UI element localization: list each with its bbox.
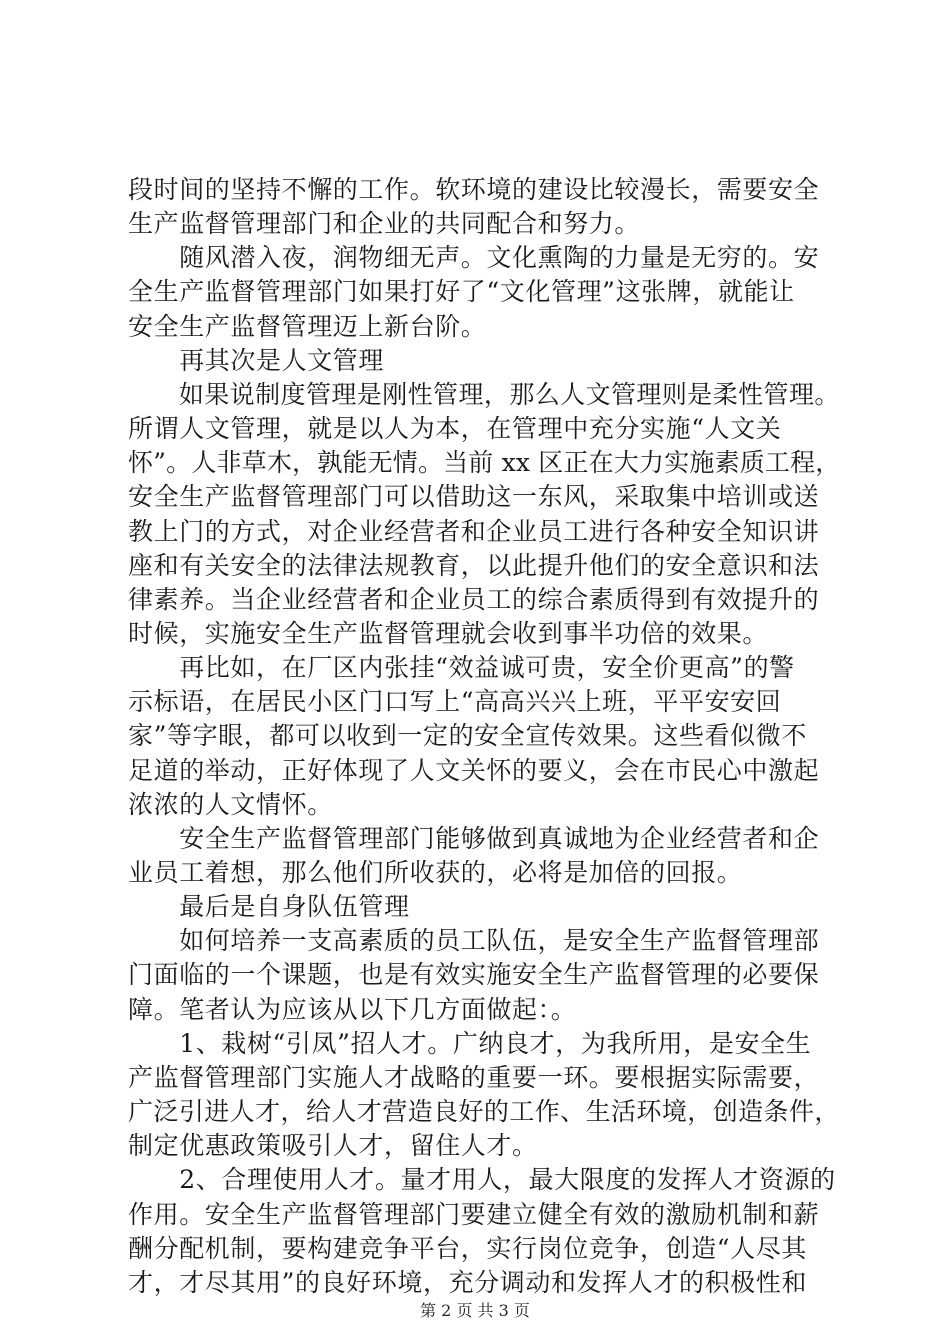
text-line: 最后是自身队伍管理 [128, 892, 410, 922]
text-line: 制定优惠政策吸引人才，留住人才。 [128, 1131, 538, 1161]
text-line: 才，才尽其用”的良好环境，充分调动和发挥人才的积极性和 [128, 1267, 807, 1297]
text-line: 2、合理使用人才。量才用人，最大限度的发挥人才资源的 [128, 1165, 836, 1195]
text-line: 再其次是人文管理 [128, 345, 385, 375]
text-line: 所谓人文管理，就是以人为本，在管理中充分实施“人文关 [128, 414, 782, 444]
text-line: 安全生产监督管理部门能够做到真诚地为企业经营者和企 [128, 823, 820, 853]
text-line: 生产监督管理部门和企业的共同配合和努力。 [128, 209, 641, 239]
text-line: 安全生产监督管理部门可以借助这一东风，采取集中培训或送 [128, 482, 820, 512]
text-line: 足道的举动，正好体现了人文关怀的要义，会在市民心中激起 [128, 755, 820, 785]
text-line: 教上门的方式，对企业经营者和企业员工进行各种安全知识讲 [128, 516, 820, 546]
text-line: 浓浓的人文情怀。 [128, 789, 333, 819]
text-line: 酬分配机制，要构建竞争平台，实行岗位竞争，创造“人尽其 [128, 1233, 807, 1263]
text-line: 1、栽树“引凤”招人才。广纳良才，为我所用，是安全生 [128, 1028, 812, 1058]
text-line: 广泛引进人才，给人才营造良好的工作、生活环境，创造条件， [128, 1097, 840, 1127]
text-line: 门面临的一个课题，也是有效实施安全生产监督管理的必要保 [128, 960, 820, 990]
text-line: 律素养。当企业经营者和企业员工的综合素质得到有效提升的 [128, 584, 820, 614]
text-line: 家”等字眼，都可以收到一定的安全宣传效果。这些看似微不 [128, 721, 807, 751]
text-line: 段时间的坚持不懈的工作。软环境的建设比较漫长，需要安全 [128, 175, 820, 204]
text-line: 再比如，在厂区内张挂“效益诚可贵，安全价更高”的警 [128, 653, 795, 683]
text-line: 如何培养一支高素质的员工队伍，是安全生产监督管理部 [128, 926, 820, 956]
text-line: 业员工着想，那么他们所收获的，必将是加倍的回报。 [128, 858, 743, 887]
text-line: 障。笔者认为应该从以下几方面做起：。 [128, 994, 577, 1024]
text-line: 全生产监督管理部门如果打好了“文化管理”这张牌，就能让 [128, 277, 795, 307]
text-line: 安全生产监督管理迈上新台阶。 [128, 311, 487, 341]
text-line: 时候，实施安全生产监督管理就会收到事半功倍的效果。 [128, 618, 769, 648]
text-line: 产监督管理部门实施人才战略的重要一环。要根据实际需要， [128, 1062, 820, 1092]
text-line: 作用。安全生产监督管理部门要建立健全有效的激励机制和薪 [128, 1199, 820, 1229]
text-line: 怀”。人非草木，孰能无情。当前 xx 区正在大力实施素质工程， [128, 448, 841, 478]
text-line: 如果说制度管理是刚性管理，那么人文管理则是柔性管理。 [128, 379, 840, 409]
text-line: 座和有关安全的法律法规教育，以此提升他们的安全意识和法 [128, 550, 820, 580]
text-line: 随风潜入夜，润物细无声。文化熏陶的力量是无穷的。安 [128, 243, 820, 273]
page-footer: 第 2 页 共 3 页 [420, 1301, 530, 1320]
text-line: 示标语，在居民小区门口写上“高高兴兴上班，平平安安回 [128, 687, 782, 717]
